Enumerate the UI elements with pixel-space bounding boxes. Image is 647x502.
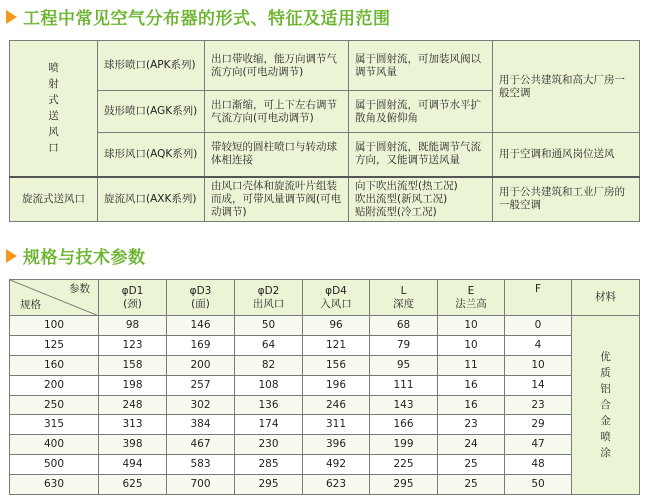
feature-cell: 由风口壳体和旋流叶片组装而成，可带风量调节阀(可电动调节) [205,177,349,222]
spec-value-cell: 96 [303,316,370,336]
spec-size-cell: 200 [10,375,99,395]
header-d1: φD1 (颈) [99,280,167,316]
type-cell: 球形喷口(APK系列) [98,41,205,91]
arrow-icon [6,10,17,24]
spec-value-cell: 230 [235,435,303,455]
feature-cell: 带较短的圆柱喷口与转动球体相连接 [205,133,349,177]
spec-size-cell: 500 [10,455,99,475]
type-cell: 球形风口(AQK系列) [98,133,205,177]
spec-value-cell: 398 [99,435,167,455]
section-title-text: 工程中常见空气分布器的形式、特征及适用范围 [23,9,391,29]
table-row [10,177,640,222]
usage-cell: 用于公共建筑和工业厂房的一般空调 [493,177,640,222]
spec-value-cell: 23 [505,395,572,415]
spec-value-cell: 384 [167,415,235,435]
type-cell: 旋流风口(AXK系列) [98,177,205,222]
spec-value-cell: 108 [235,375,303,395]
spec-value-cell: 156 [303,355,370,375]
spec-value-cell: 196 [303,375,370,395]
spec-value-cell: 467 [167,435,235,455]
header-row [10,280,640,316]
table-row [10,316,640,336]
spec-value-cell: 50 [235,316,303,336]
spec-value-cell: 583 [167,455,235,475]
spec-value-cell: 285 [235,455,303,475]
spec-size-cell: 250 [10,395,99,415]
distributor-table [9,40,640,222]
spec-value-cell: 79 [370,335,438,355]
section-title-specs [6,243,146,268]
header-l: L 深度 [370,280,438,316]
category-jet: 喷射式送风口 [10,41,98,177]
spec-value-cell: 123 [99,335,167,355]
spec-value-cell: 494 [99,455,167,475]
spec-size-cell: 100 [10,316,99,336]
spec-value-cell: 136 [235,395,303,415]
header-d3: φD3 (面) [167,280,235,316]
spec-value-cell: 199 [370,435,438,455]
spec-value-cell: 10 [438,316,505,336]
table-row [10,415,640,435]
table-row [10,395,640,415]
table-row [10,41,640,91]
flow-cell: 向下吹出流型(热工况) 吹出流型(新风工况) 贴附流型(冷工况) [349,177,493,222]
header-f: F [505,280,572,316]
spec-value-cell: 295 [235,475,303,495]
spec-size-cell: 160 [10,355,99,375]
spec-value-cell: 246 [303,395,370,415]
spec-value-cell: 248 [99,395,167,415]
spec-value-cell: 225 [370,455,438,475]
spec-value-cell: 158 [99,355,167,375]
table-row [10,355,640,375]
spec-value-cell: 82 [235,355,303,375]
spec-value-cell: 25 [438,455,505,475]
corner-spec-label: 规格 [20,299,41,311]
spec-value-cell: 111 [370,375,438,395]
spec-value-cell: 25 [438,475,505,495]
flow-cell: 属于圆射流，可调节水平扩散角及俯仰角 [349,91,493,133]
spec-value-cell: 174 [235,415,303,435]
spec-value-cell: 302 [167,395,235,415]
spec-value-cell: 4 [505,335,572,355]
spec-value-cell: 700 [167,475,235,495]
spec-value-cell: 24 [438,435,505,455]
spec-value-cell: 50 [505,475,572,495]
table-row [10,455,640,475]
spec-value-cell: 198 [99,375,167,395]
table-row [10,335,640,355]
table-row [10,435,640,455]
spec-value-cell: 0 [505,316,572,336]
spec-value-cell: 313 [99,415,167,435]
table-row [10,475,640,495]
spec-size-cell: 630 [10,475,99,495]
spec-value-cell: 10 [438,335,505,355]
spec-value-cell: 47 [505,435,572,455]
spec-value-cell: 16 [438,375,505,395]
spec-value-cell: 48 [505,455,572,475]
spec-value-cell: 295 [370,475,438,495]
arrow-icon [6,249,17,263]
spec-value-cell: 14 [505,375,572,395]
material-cell: 优质铝合金喷涂 [572,316,640,495]
header-material: 材料 [572,280,640,316]
spec-value-cell: 121 [303,335,370,355]
header-d2: φD2 出风口 [235,280,303,316]
spec-size-cell: 315 [10,415,99,435]
spec-value-cell: 95 [370,355,438,375]
spec-value-cell: 257 [167,375,235,395]
header-d4: φD4 入风口 [303,280,370,316]
spec-value-cell: 625 [99,475,167,495]
spec-table [9,279,640,495]
spec-value-cell: 143 [370,395,438,415]
header-e: E 法兰高 [438,280,505,316]
category-swirl: 旋流式送风口 [10,177,98,222]
corner-param-label: 参数 [69,283,90,295]
spec-value-cell: 98 [99,316,167,336]
table-row [10,133,640,177]
spec-value-cell: 68 [370,316,438,336]
flow-cell: 属于圆射流，既能调节气流方向，又能调节送风量 [349,133,493,177]
spec-size-cell: 400 [10,435,99,455]
spec-size-cell: 125 [10,335,99,355]
spec-value-cell: 16 [438,395,505,415]
spec-value-cell: 146 [167,316,235,336]
spec-value-cell: 166 [370,415,438,435]
type-cell: 鼓形喷口(AGK系列) [98,91,205,133]
section-title-text: 规格与技术参数 [23,248,146,268]
spec-value-cell: 311 [303,415,370,435]
flow-cell: 属于圆射流，可加装风阀以调节风量 [349,41,493,91]
usage-cell: 用于公共建筑和高大厂房一般空调 [493,41,640,133]
feature-cell: 出口带收缩，能万向调节气流方向(可电动调节) [205,41,349,91]
corner-header [10,280,99,316]
spec-value-cell: 396 [303,435,370,455]
usage-cell: 用于空调和通风岗位送风 [493,133,640,177]
spec-value-cell: 623 [303,475,370,495]
spec-value-cell: 23 [438,415,505,435]
spec-value-cell: 169 [167,335,235,355]
spec-value-cell: 11 [438,355,505,375]
spec-value-cell: 64 [235,335,303,355]
section-title-distributors [6,4,391,29]
table-row [10,375,640,395]
feature-cell: 出口渐缩，可上下左右调节气流方向(可电动调节) [205,91,349,133]
spec-value-cell: 492 [303,455,370,475]
spec-value-cell: 200 [167,355,235,375]
spec-value-cell: 10 [505,355,572,375]
spec-value-cell: 29 [505,415,572,435]
